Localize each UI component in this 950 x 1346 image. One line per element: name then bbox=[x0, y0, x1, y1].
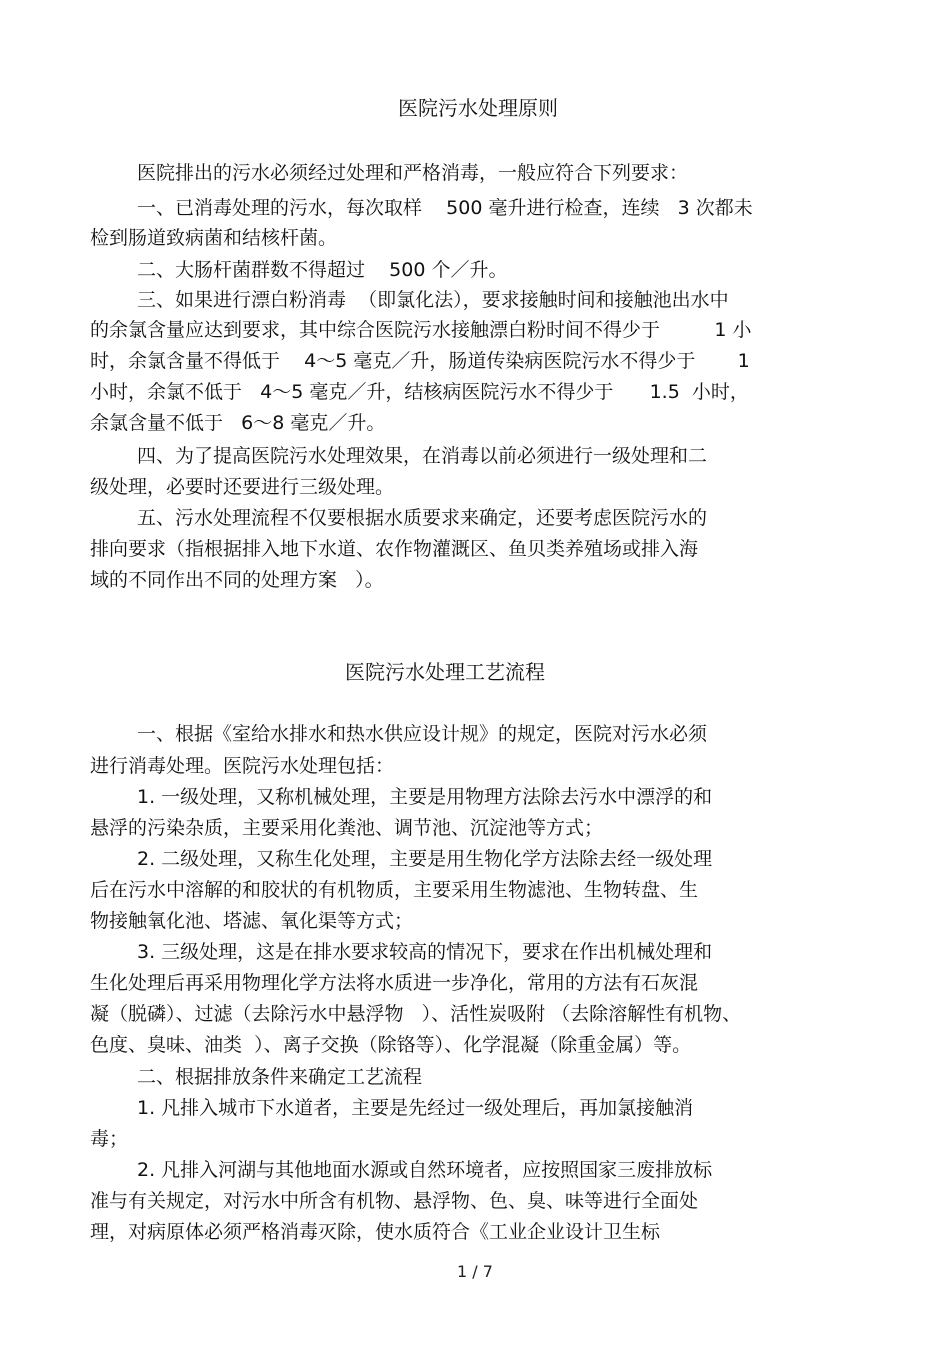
paragraph-line: 二、大肠杆菌群数不得超过 500 个／升。 bbox=[137, 259, 508, 281]
paragraph-line: 级处理，必要时还要进行三级处理。 bbox=[90, 476, 395, 498]
paragraph-line: 生化处理后再采用物理化学方法将水质进一步净化，常用的方法有石灰混 bbox=[90, 972, 699, 994]
paragraph-line: 余氯含量不低于 6～8 毫克／升。 bbox=[90, 412, 386, 434]
paragraph-line: 排向要求（指根据排入地下水道、农作物灌溉区、鱼贝类养殖场或排入海 bbox=[90, 538, 699, 560]
paragraph-line: 时，余氯含量不得低于 4～5 毫克／升，肠道传染病医院污水不得少于 1 bbox=[90, 350, 750, 372]
paragraph-line: 准与有关规定，对污水中所含有机物、悬浮物、色、臭、味等进行全面处 bbox=[90, 1190, 699, 1212]
page-indicator: 1 / 7 bbox=[457, 1262, 493, 1281]
paragraph-line: 域的不同作出不同的处理方案 ）。 bbox=[90, 569, 384, 591]
paragraph-line: 一、根据《室给水排水和热水供应设计规》的规定，医院对污水必须 bbox=[137, 723, 708, 745]
paragraph-line: 检到肠道致病菌和结核杆菌。 bbox=[90, 227, 338, 249]
paragraph-line: 四、为了提高医院污水处理效果，在消毒以前必须进行一级处理和二 bbox=[137, 445, 708, 467]
paragraph-line: 物接触氧化池、塔滤、氧化渠等方式； bbox=[90, 910, 414, 932]
paragraph-line: 进行消毒处理。医院污水处理包括： bbox=[90, 755, 395, 777]
paragraph-line: 1. 一级处理，又称机械处理，主要是用物理方法除去污水中漂浮的和 bbox=[137, 786, 713, 808]
paragraph-line: 三、如果进行漂白粉消毒 （即氯化法），要求接触时间和接触池出水中 bbox=[137, 289, 729, 311]
paragraph-line: 二、根据排放条件来确定工艺流程 bbox=[137, 1066, 423, 1088]
section-title-process: 医院污水处理工艺流程 bbox=[345, 660, 545, 684]
paragraph-line: 理，对病原体必须严格消毒灭除，使水质符合《工业企业设计卫生标 bbox=[90, 1221, 661, 1243]
section-title-principles: 医院污水处理原则 bbox=[398, 96, 558, 120]
paragraph-line: 2. 凡排入河湖与其他地面水源或自然环境者，应按照国家三废排放标 bbox=[137, 1159, 713, 1181]
paragraph-line: 凝（脱磷）、过滤（去除污水中悬浮物 ）、活性炭吸附 （去除溶解性有机物、 bbox=[90, 1003, 742, 1025]
paragraph-line: 后在污水中溶解的和胶状的有机物质，主要采用生物滤池、生物转盘、生 bbox=[90, 879, 699, 901]
paragraph-line: 悬浮的污染杂质，主要采用化粪池、调节池、沉淀池等方式； bbox=[90, 817, 604, 839]
paragraph-line: 五、污水处理流程不仅要根据水质要求来确定，还要考虑医院污水的 bbox=[137, 507, 708, 529]
paragraph-line: 医院排出的污水必须经过处理和严格消毒，一般应符合下列要求： bbox=[137, 162, 689, 184]
paragraph-line: 1. 凡排入城市下水道者，主要是先经过一级处理后，再加氯接触消 bbox=[137, 1097, 694, 1119]
paragraph-line: 的余氯含量应达到要求，其中综合医院污水接触漂白粉时间不得少于 1 小 bbox=[90, 319, 752, 341]
paragraph-line: 色度、臭味、油类 ）、离子交换（除铬等）、化学混凝（除重金属）等。 bbox=[90, 1034, 692, 1056]
paragraph-line: 2. 二级处理，又称生化处理，主要是用生物化学方法除去经一级处理 bbox=[137, 848, 713, 870]
paragraph-line: 毒； bbox=[90, 1128, 129, 1150]
paragraph-line: 小时，余氯不低于 4～5 毫克／升，结核病医院污水不得少于 1.5 小时， bbox=[90, 381, 749, 403]
paragraph-line: 3. 三级处理，这是在排水要求较高的情况下，要求在作出机械处理和 bbox=[137, 941, 713, 963]
paragraph-line: 一、已消毒处理的污水，每次取样 500 毫升进行检查，连续 3 次都未 bbox=[137, 197, 753, 219]
